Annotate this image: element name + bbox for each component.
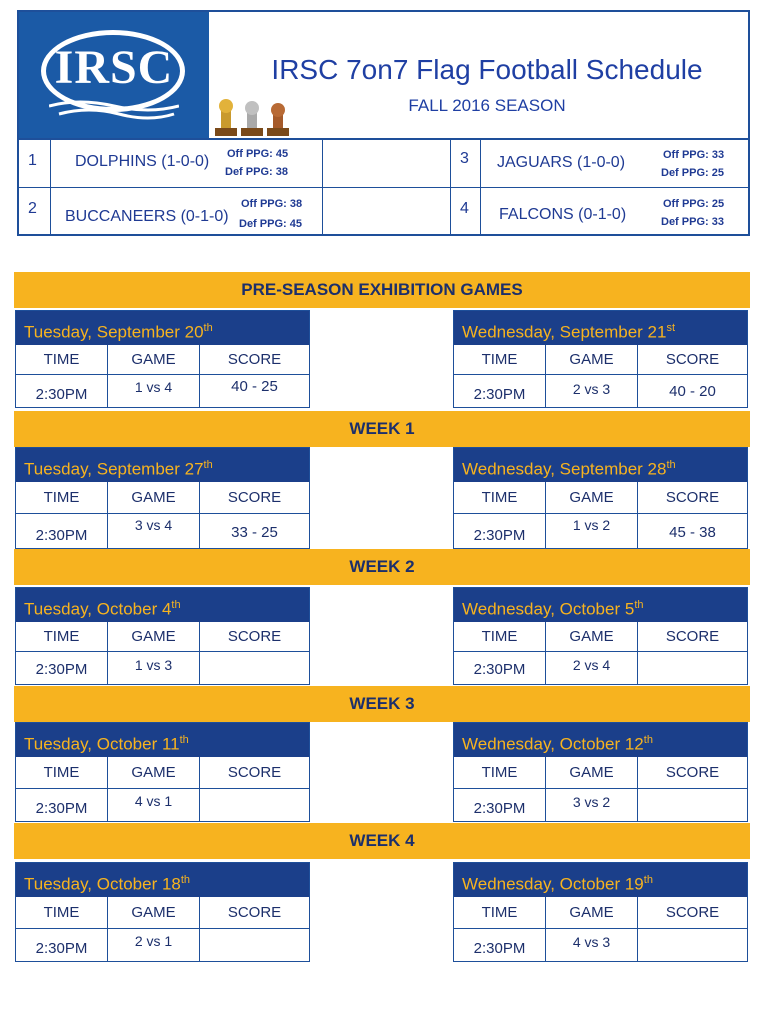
score-header: SCORE	[200, 897, 309, 929]
game-score	[200, 789, 309, 821]
team-record: BUCCANEERS (0-1-0)	[65, 208, 229, 225]
season-subtitle: FALL 2016 SEASON	[408, 96, 566, 115]
time-header: TIME	[16, 897, 108, 929]
game-time: 2:30PM	[16, 514, 108, 548]
team-record: JAGUARS (1-0-0)	[497, 154, 626, 171]
schedule-header	[17, 10, 750, 140]
score-header: SCORE	[638, 482, 747, 514]
day-heading: Tuesday, October 18th	[16, 863, 309, 897]
day-schedule-wednesday	[453, 862, 748, 962]
score-header: SCORE	[200, 622, 309, 652]
matchup: 2 vs 3	[546, 375, 638, 407]
day-schedule-wednesday	[453, 587, 748, 685]
time-header: TIME	[16, 482, 108, 514]
day-heading: Wednesday, October 19th	[454, 863, 747, 897]
game-header: GAME	[546, 757, 638, 789]
matchup: 2 vs 4	[546, 652, 638, 684]
game-header: GAME	[108, 757, 200, 789]
game-score	[638, 789, 747, 821]
week-banner: PRE-SEASON EXHIBITION GAMES	[14, 272, 750, 308]
game-header: GAME	[546, 897, 638, 929]
matchup: 4 vs 3	[546, 929, 638, 961]
seed-number: 2	[28, 200, 37, 217]
matchup: 2 vs 1	[108, 929, 200, 961]
score-header: SCORE	[638, 757, 747, 789]
day-schedule-tuesday	[15, 310, 310, 408]
day-schedule-tuesday	[15, 447, 310, 549]
time-header: TIME	[16, 622, 108, 652]
game-score	[200, 652, 309, 684]
game-score: 40 - 25	[231, 378, 278, 395]
week-banner: WEEK 2	[14, 549, 750, 585]
game-time: 2:30PM	[16, 929, 108, 961]
game-time: 2:30PM	[454, 929, 546, 961]
score-header: SCORE	[200, 482, 309, 514]
seed-number: 1	[28, 152, 37, 169]
offense-ppg: Off PPG: 25	[663, 198, 725, 210]
trophy-3-icon	[267, 103, 289, 136]
defense-ppg: Def PPG: 45	[239, 218, 302, 230]
trophy-1-icon	[215, 99, 237, 136]
logo-text: IRSC	[54, 41, 174, 94]
game-score	[200, 929, 309, 961]
game-time: 2:30PM	[454, 375, 546, 407]
day-heading: Wednesday, September 21st	[454, 311, 747, 345]
matchup: 3 vs 4	[108, 514, 200, 548]
day-heading: Wednesday, October 12th	[454, 723, 747, 757]
game-header: GAME	[108, 345, 200, 375]
time-header: TIME	[16, 345, 108, 375]
seed-number: 4	[460, 200, 469, 217]
day-heading: Tuesday, September 20th	[16, 311, 309, 345]
score-header: SCORE	[200, 757, 309, 789]
standings-row	[19, 140, 748, 188]
matchup: 1 vs 3	[108, 652, 200, 684]
seed-number: 3	[460, 150, 469, 167]
wave-icon	[49, 98, 179, 120]
game-header: GAME	[108, 482, 200, 514]
week-banner: WEEK 4	[14, 823, 750, 859]
game-score: 40 - 20	[669, 383, 716, 400]
game-score	[638, 929, 747, 961]
day-schedule-wednesday	[453, 447, 748, 549]
game-score	[638, 652, 747, 684]
day-schedule-wednesday	[453, 722, 748, 822]
offense-ppg: Off PPG: 38	[241, 198, 303, 210]
standings-table	[17, 140, 750, 236]
week-banner: WEEK 3	[14, 686, 750, 722]
time-header: TIME	[454, 622, 546, 652]
trophy-icons	[211, 98, 301, 138]
matchup: 1 vs 2	[546, 514, 638, 548]
offense-ppg: Off PPG: 45	[227, 148, 289, 160]
game-time: 2:30PM	[454, 652, 546, 684]
team-record: DOLPHINS (1-0-0)	[75, 153, 210, 170]
matchup: 3 vs 2	[546, 789, 638, 821]
score-header: SCORE	[200, 345, 309, 375]
time-header: TIME	[454, 897, 546, 929]
irsc-logo	[19, 12, 209, 138]
day-schedule-tuesday	[15, 862, 310, 962]
game-header: GAME	[546, 345, 638, 375]
game-time: 2:30PM	[16, 789, 108, 821]
game-score: 45 - 38	[669, 524, 716, 541]
time-header: TIME	[16, 757, 108, 789]
day-schedule-tuesday	[15, 587, 310, 685]
matchup: 1 vs 4	[108, 375, 200, 407]
page-title: IRSC 7on7 Flag Football Schedule	[271, 54, 703, 85]
trophy-2-icon	[241, 101, 263, 136]
offense-ppg: Off PPG: 33	[663, 149, 725, 161]
day-heading: Wednesday, October 5th	[454, 588, 747, 622]
game-time: 2:30PM	[454, 789, 546, 821]
game-header: GAME	[108, 622, 200, 652]
score-header: SCORE	[638, 897, 747, 929]
day-heading: Tuesday, October 11th	[16, 723, 309, 757]
game-header: GAME	[546, 622, 638, 652]
game-score: 33 - 25	[231, 524, 278, 541]
matchup: 4 vs 1	[108, 789, 200, 821]
defense-ppg: Def PPG: 25	[661, 167, 724, 179]
game-time: 2:30PM	[454, 514, 546, 548]
game-time: 2:30PM	[16, 375, 108, 407]
score-header: SCORE	[638, 345, 747, 375]
defense-ppg: Def PPG: 33	[661, 216, 724, 228]
game-header: GAME	[108, 897, 200, 929]
day-schedule-tuesday	[15, 722, 310, 822]
time-header: TIME	[454, 757, 546, 789]
team-record: FALCONS (0-1-0)	[499, 206, 627, 223]
week-banner: WEEK 1	[14, 411, 750, 447]
day-schedule-wednesday	[453, 310, 748, 408]
day-heading: Wednesday, September 28th	[454, 448, 747, 482]
time-header: TIME	[454, 345, 546, 375]
game-time: 2:30PM	[16, 652, 108, 684]
standings-row	[19, 188, 748, 234]
defense-ppg: Def PPG: 38	[225, 166, 288, 178]
score-header: SCORE	[638, 622, 747, 652]
day-heading: Tuesday, October 4th	[16, 588, 309, 622]
game-header: GAME	[546, 482, 638, 514]
time-header: TIME	[454, 482, 546, 514]
day-heading: Tuesday, September 27th	[16, 448, 309, 482]
